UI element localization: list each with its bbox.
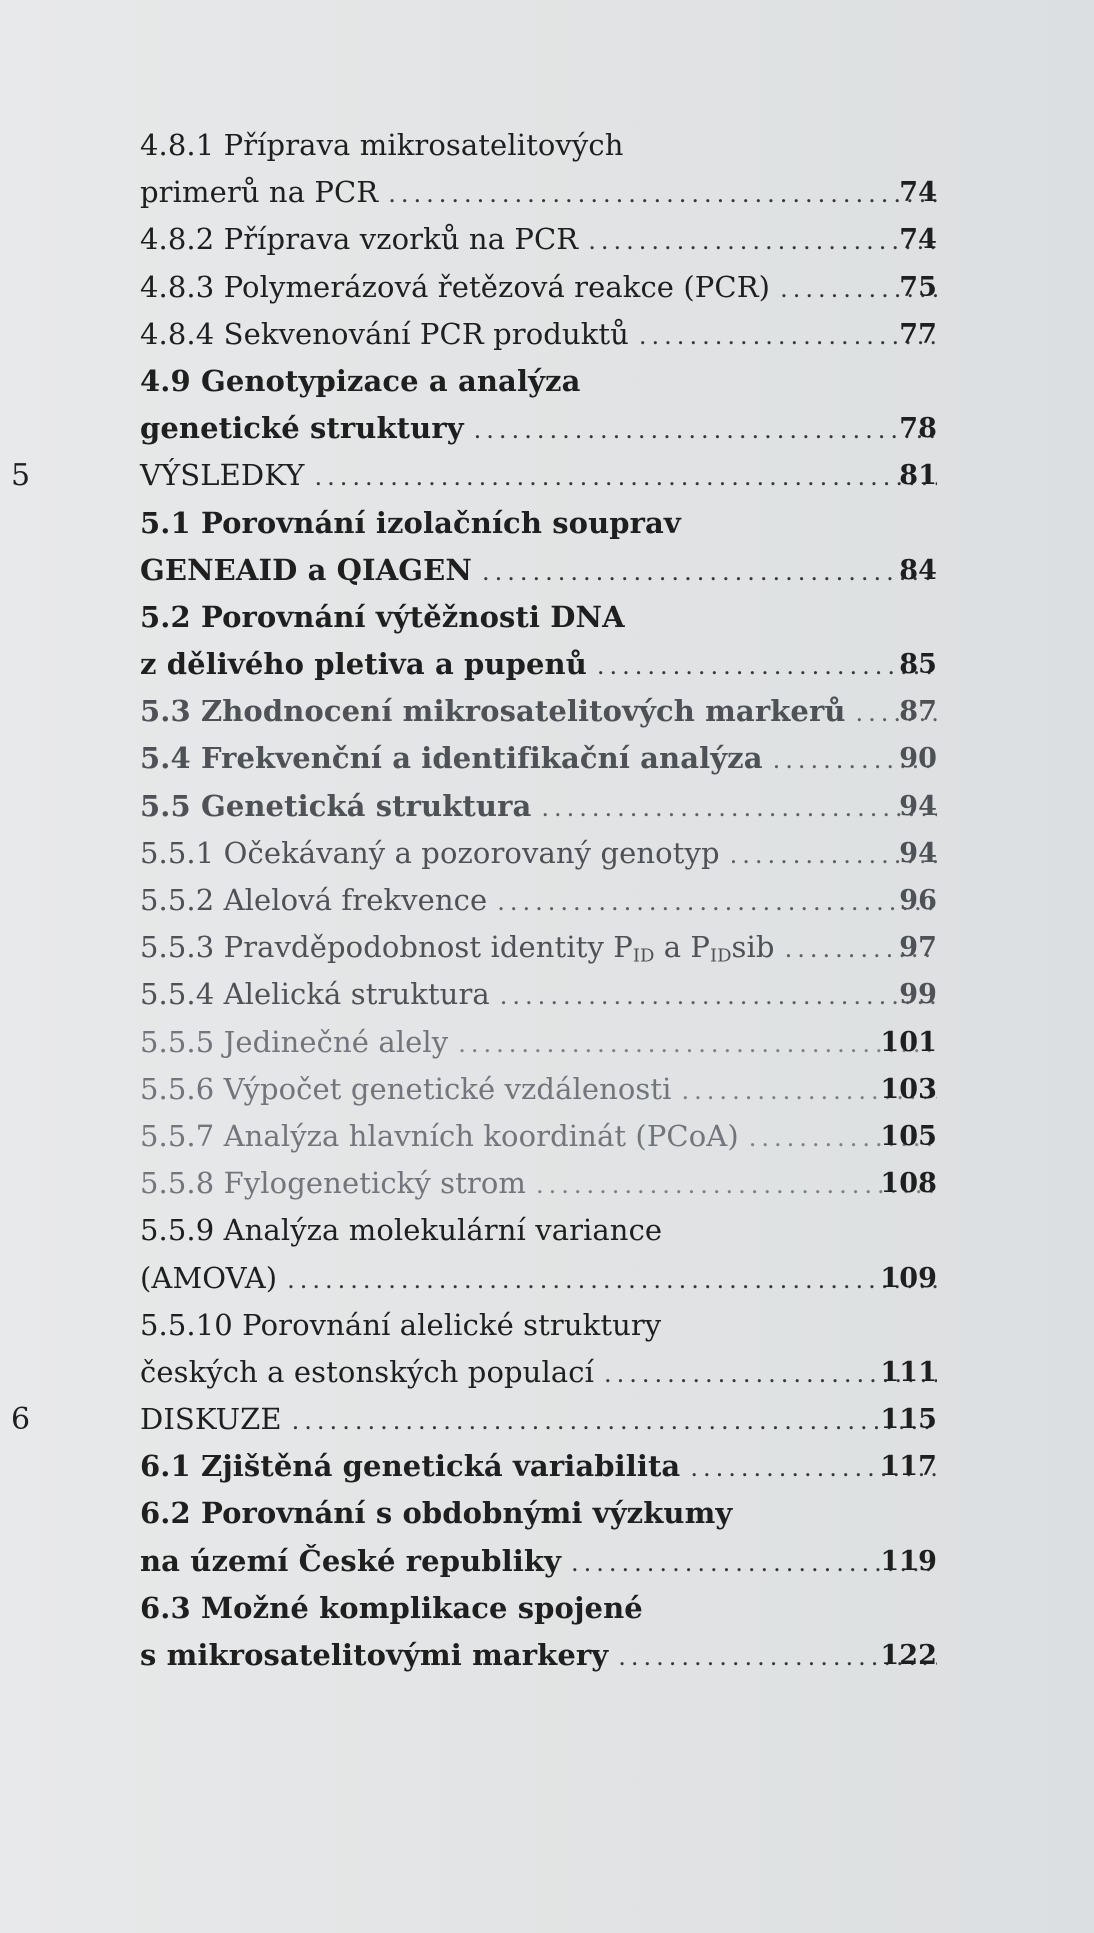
dot-leader <box>497 879 937 926</box>
page-number: 109 <box>880 1262 937 1294</box>
toc-line <box>0 311 1094 358</box>
toc-entry <box>140 405 937 454</box>
toc-entry-text: genetické struktury <box>140 411 464 446</box>
toc-line <box>0 1255 1094 1302</box>
toc-entry <box>140 311 937 360</box>
toc-entry <box>140 452 937 501</box>
toc-entry <box>140 169 937 218</box>
toc-line <box>0 1302 1094 1349</box>
toc-entry-text: 4.9 Genotypizace a analýza <box>140 363 581 398</box>
toc-line <box>0 216 1094 263</box>
toc-line <box>0 1443 1094 1490</box>
toc-line <box>0 735 1094 782</box>
toc-entry-text: českých a estonských populací <box>140 1354 594 1389</box>
page-number: 74 <box>899 224 937 256</box>
page-number: 119 <box>880 1545 937 1577</box>
dot-leader <box>536 1162 937 1209</box>
page-number: 111 <box>880 1356 937 1388</box>
toc-entry-text: 5.5.5 Jedinečné alely <box>140 1024 449 1059</box>
toc-line <box>0 924 1094 971</box>
page-number: 74 <box>899 177 937 209</box>
page-number: 115 <box>880 1404 937 1436</box>
toc-entry <box>140 1585 937 1632</box>
toc-entry-text: 4.8.3 Polymerázová řetězová reakce (PCR) <box>140 269 771 304</box>
toc-entry-text: 5.4 Frekvenční a identifikační analýza <box>140 741 763 776</box>
toc-entry <box>140 1302 937 1349</box>
toc-entry <box>140 1066 937 1115</box>
toc-entry-text: 4.8.4 Sekvenování PCR produktů <box>140 316 629 351</box>
page-number: 117 <box>880 1451 937 1483</box>
toc-entry <box>140 1443 937 1492</box>
toc-entry <box>140 122 937 169</box>
toc-line <box>0 1019 1094 1066</box>
page-number: 99 <box>899 979 937 1011</box>
toc-entry <box>140 547 937 596</box>
dot-leader <box>482 549 937 596</box>
page-number: 97 <box>899 932 937 964</box>
chapter-number: 6 <box>11 1402 31 1438</box>
page-number: 85 <box>899 649 937 681</box>
toc-line <box>0 971 1094 1018</box>
toc-line <box>0 594 1094 641</box>
page-number: 75 <box>899 271 937 303</box>
page-number: 101 <box>880 1026 937 1058</box>
toc-entry-text: 5.5.6 Výpočet genetické vzdálenosti <box>140 1071 672 1106</box>
dot-leader <box>597 643 937 690</box>
toc-line <box>0 830 1094 877</box>
toc-entry-text: 5.5.7 Analýza hlavních koordinát (PCoA) <box>140 1118 739 1153</box>
dot-leader <box>287 1257 937 1304</box>
page-number: 77 <box>899 318 937 350</box>
toc-entry <box>140 1396 937 1445</box>
identity-text-prefix: 5.5.3 Pravděpodobnost identity P <box>140 930 633 965</box>
toc-line <box>0 500 1094 547</box>
toc-entry-text: 5.5.9 Analýza molekulární variance <box>140 1213 663 1248</box>
toc-line <box>0 1538 1094 1585</box>
toc-entry <box>140 830 937 879</box>
toc-entry-text: primerů na PCR <box>140 175 379 210</box>
toc-line <box>0 169 1094 216</box>
toc-entry-text: 5.2 Porovnání výtěžnosti DNA <box>140 599 625 634</box>
toc-line <box>0 1396 1094 1443</box>
toc-entry <box>140 1207 937 1254</box>
identity-text-suffix: sib <box>731 930 775 965</box>
page-number: 84 <box>899 554 937 586</box>
toc-entry-text: 5.5.4 Alelická struktura <box>140 977 490 1012</box>
identity-text-middle: a P <box>654 930 711 965</box>
toc-line <box>0 783 1094 830</box>
page-number: 94 <box>899 790 937 822</box>
dot-leader <box>639 313 937 360</box>
page-number: 81 <box>899 460 937 492</box>
toc-line <box>0 1490 1094 1537</box>
toc-entry <box>140 783 937 832</box>
toc-line <box>0 264 1094 311</box>
toc-entry-text: na území České republiky <box>140 1543 562 1578</box>
page-number: 90 <box>899 743 937 775</box>
toc-entry-text: 5.5.10 Porovnání alelické struktury <box>140 1307 662 1342</box>
page-number: 78 <box>899 413 937 445</box>
page-number: 87 <box>899 696 937 728</box>
page-number: 96 <box>899 885 937 916</box>
toc-line <box>0 1207 1094 1254</box>
toc-entry <box>140 500 937 547</box>
toc-entry <box>140 1349 937 1398</box>
toc-entry <box>140 971 937 1020</box>
dot-leader <box>500 973 937 1020</box>
toc-entry <box>140 688 937 737</box>
toc-entry <box>140 594 937 641</box>
subscript-id: ID <box>710 945 732 967</box>
table-of-contents <box>0 122 1094 1679</box>
toc-entry-text: z dělivého pletiva a pupenů <box>140 647 587 682</box>
toc-entry-text: (AMOVA) <box>140 1260 278 1295</box>
dot-leader <box>314 454 937 501</box>
dot-leader <box>474 407 937 454</box>
toc-entry-text: 5.5.1 Očekávaný a pozorovaný genotyp <box>140 835 720 870</box>
toc-line <box>0 1066 1094 1113</box>
page-number: 122 <box>880 1640 937 1671</box>
dot-leader <box>458 1021 937 1068</box>
toc-entry <box>140 1538 937 1587</box>
toc-entry-text: 4.8.1 Příprava mikrosatelitových <box>140 128 624 162</box>
toc-entry-text: VÝSLEDKY <box>140 458 305 493</box>
toc-line <box>0 452 1094 499</box>
toc-entry <box>140 1490 937 1537</box>
toc-line <box>0 877 1094 924</box>
toc-line <box>0 1632 1094 1679</box>
toc-line <box>0 1160 1094 1207</box>
page-number: 108 <box>880 1168 937 1200</box>
toc-entry <box>140 1113 937 1162</box>
toc-entry-text: 5.5 Genetická struktura <box>140 788 532 823</box>
toc-entry-text: 5.1 Porovnání izolačních souprav <box>140 505 681 540</box>
toc-entry <box>140 264 937 313</box>
toc-line <box>0 547 1094 594</box>
toc-entry <box>140 358 937 405</box>
page-number: 94 <box>899 837 937 869</box>
toc-line <box>0 358 1094 405</box>
dot-leader <box>292 1398 937 1445</box>
toc-entry <box>140 735 937 784</box>
toc-entry <box>140 216 937 265</box>
dot-leader <box>541 785 937 832</box>
toc-entry <box>140 1632 937 1681</box>
dot-leader <box>388 171 937 218</box>
page-number: 103 <box>880 1073 937 1105</box>
toc-line <box>0 1113 1094 1160</box>
toc-line <box>0 1349 1094 1396</box>
toc-line <box>0 405 1094 452</box>
toc-entry-text: 5.3 Zhodnocení mikrosatelitových markerů <box>140 694 846 729</box>
toc-entry <box>140 877 937 926</box>
toc-entry <box>140 1255 937 1304</box>
toc-entry <box>140 1160 937 1209</box>
toc-line <box>0 1585 1094 1632</box>
toc-entry-text: 5.5.8 Fylogenetický strom <box>140 1166 527 1201</box>
toc-entry-text: GENEAID a QIAGEN <box>140 552 472 587</box>
toc-entry-text: 6.3 Možné komplikace spojené <box>140 1590 643 1625</box>
toc-line <box>0 688 1094 735</box>
toc-entry-text: 6.2 Porovnání s obdobnými výzkumy <box>140 1496 733 1531</box>
subscript-id: ID <box>632 945 655 967</box>
toc-entry <box>140 641 937 690</box>
toc-entry-text: s mikrosatelitovými markery <box>140 1638 609 1672</box>
toc-entry-text: 6.1 Zjištěná genetická variabilita <box>140 1449 681 1484</box>
toc-entry-text: 5.5.2 Alelová frekvence <box>140 883 488 917</box>
toc-line <box>0 641 1094 688</box>
page-number: 105 <box>880 1120 937 1152</box>
chapter-number: 5 <box>11 458 31 494</box>
dot-leader <box>588 218 937 265</box>
toc-line <box>0 122 1094 169</box>
toc-entry-text: DISKUZE <box>140 1402 282 1437</box>
toc-entry <box>140 1019 937 1068</box>
toc-entry-text: 4.8.2 Příprava vzorků na PCR <box>140 222 579 257</box>
